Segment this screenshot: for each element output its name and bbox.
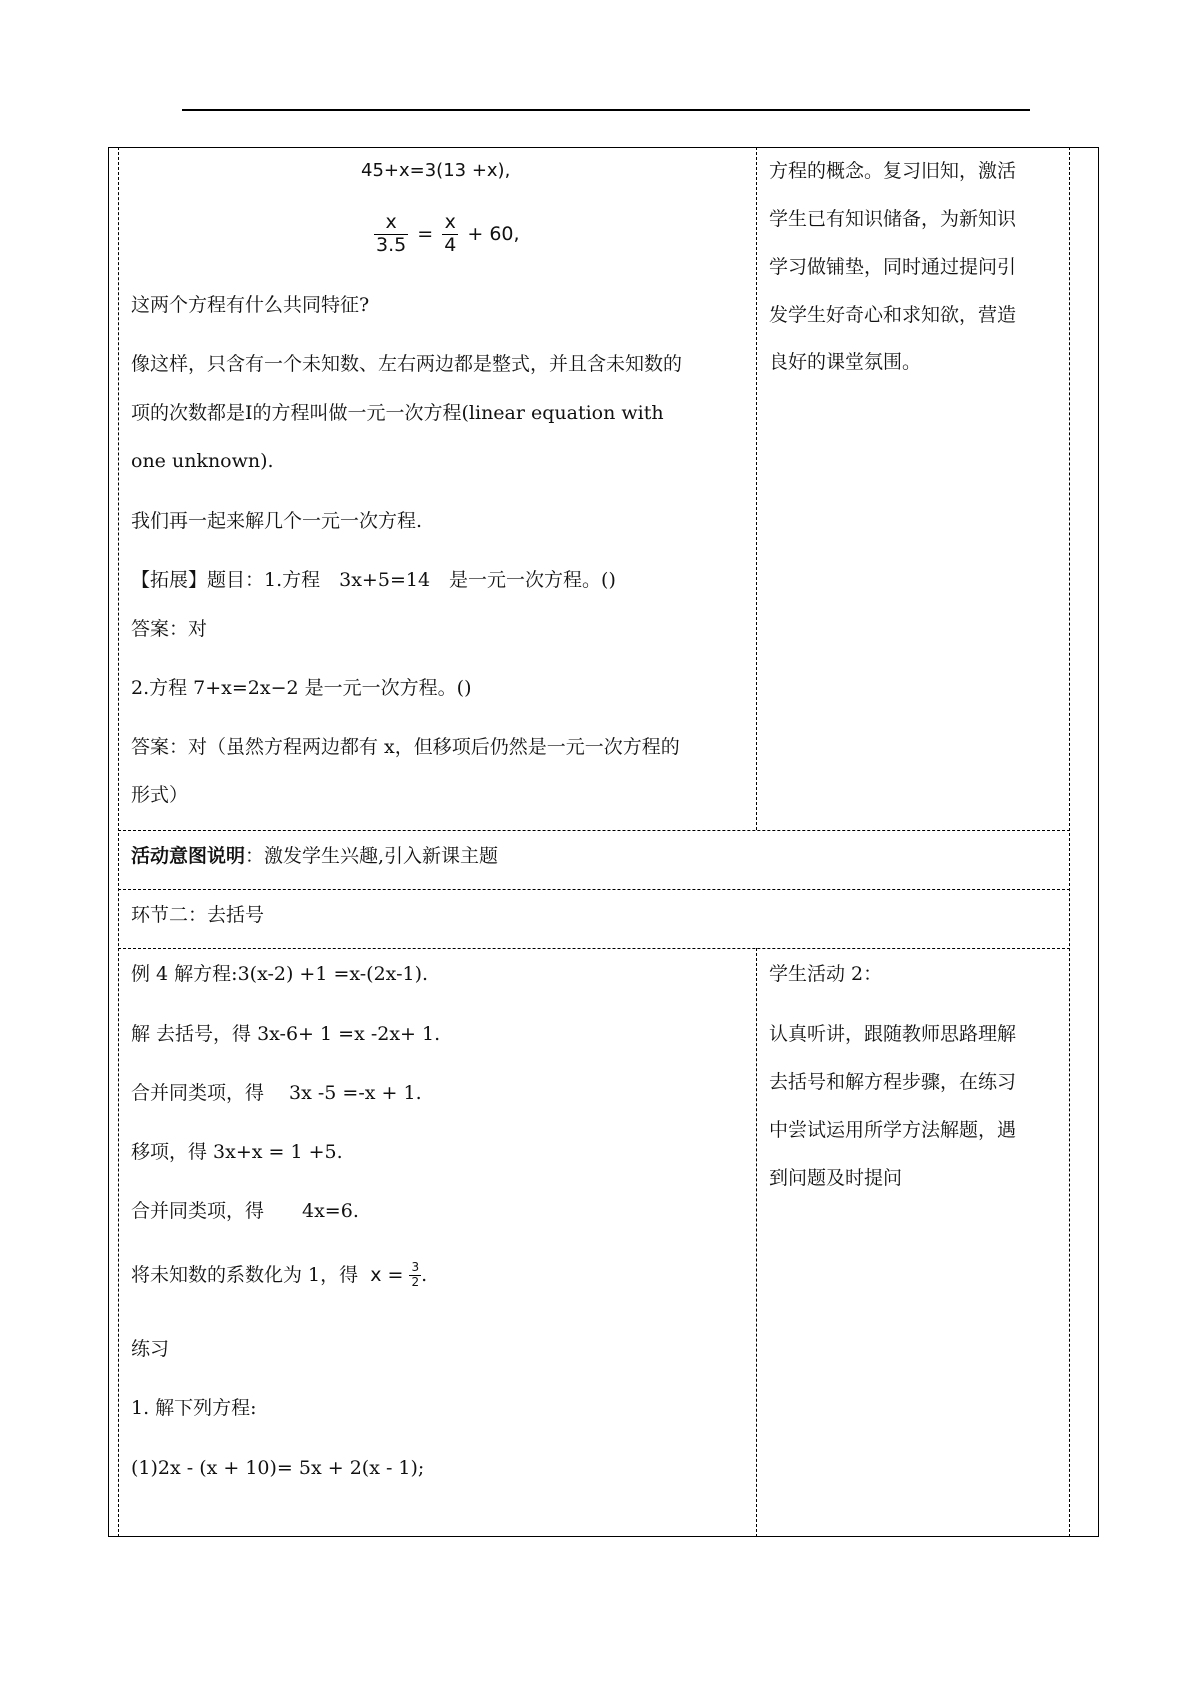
- section1-line-4: one unknown).: [131, 450, 274, 472]
- student-activity-line-3: 中尝试运用所学方法解题，遇: [769, 1119, 1017, 1141]
- column-divider-1: [756, 147, 757, 830]
- section1-line-3: 项的次数都是Ⅰ的方程叫做一元一次方程(linear equation with: [131, 402, 664, 424]
- coefficient-fraction: [409, 1261, 421, 1290]
- section1-note-1: 方程的概念。复习旧知，激活: [769, 160, 1017, 182]
- fraction-lhs-denominator: 3.5: [376, 233, 407, 256]
- practice-equation: (1)2x - (x + 10)= 5x + 2(x - 1);: [131, 1457, 425, 1479]
- fraction-lhs: [374, 212, 408, 257]
- example-line-5: 合并同类项，得 4x=6.: [131, 1200, 359, 1222]
- practice-title: 练习: [131, 1338, 170, 1360]
- section1-line-8: 2.方程 7+x=2x−2 是一元一次方程。(): [131, 677, 472, 699]
- equation-2: [374, 212, 523, 257]
- section1-note-3: 学习做铺垫，同时通过提问引: [769, 256, 1017, 278]
- coefficient-denominator: 2: [411, 1274, 420, 1289]
- section1-line-10: 形式）: [131, 784, 189, 806]
- example-line-4: 移项，得 3x+x = 1 +5.: [131, 1141, 343, 1163]
- coefficient-var: x =: [370, 1263, 404, 1286]
- intent-text: ：激发学生兴趣,引入新课主题: [245, 845, 499, 867]
- student-activity-line-2: 去括号和解方程步骤，在练习: [769, 1071, 1017, 1093]
- intent-row: [131, 847, 498, 866]
- student-activity-title: 学生活动 2：: [769, 963, 883, 985]
- section1-note-5: 良好的课堂氛围。: [769, 351, 922, 373]
- student-activity-line-1: 认真听讲，跟随教师思路理解: [769, 1023, 1017, 1045]
- row-divider-intent: [118, 830, 1070, 831]
- section1-line-2: 像这样，只含有一个未知数、左右两边都是整式，并且含未知数的: [131, 353, 683, 375]
- equation-1: 45+x=3(13 +x),: [361, 160, 511, 181]
- coefficient-line: [131, 1261, 427, 1290]
- example-line-3: 合并同类项，得 3x -5 =-x + 1.: [131, 1082, 422, 1104]
- section1-note-4: 发学生好奇心和求知欲，营造: [769, 304, 1017, 326]
- section1-line-9: 答案：对（虽然方程两边都有 x，但移项后仍然是一元一次方程的: [131, 736, 680, 758]
- section1-line-5: 我们再一起来解几个一元一次方程.: [131, 510, 423, 532]
- equation-2-rest: + 60,: [467, 223, 520, 246]
- section1-note-2: 学生已有知识储备，为新知识: [769, 208, 1017, 230]
- fraction-rhs-denominator: 4: [444, 233, 457, 256]
- example-line-2: 解 去括号，得 3x-6+ 1 =x -2x+ 1.: [131, 1023, 441, 1045]
- fraction-lhs-numerator: x: [374, 212, 408, 235]
- section1-line-6: 【拓展】题目：1.方程 3x+5=14 是一元一次方程。(): [131, 569, 616, 591]
- section1-line-1: 这两个方程有什么共同特征?: [131, 294, 370, 316]
- row-divider-example: [118, 948, 1070, 949]
- practice-question: 1. 解下列方程:: [131, 1397, 257, 1419]
- equals-sign: =: [417, 223, 434, 246]
- row-divider-stage2: [118, 889, 1070, 890]
- fraction-rhs: [442, 212, 458, 257]
- coefficient-numerator: 3: [411, 1260, 420, 1274]
- intent-label: 活动意图说明: [131, 845, 246, 867]
- example-line-1: 例 4 解方程:3(x-2) +1 =x-(2x-1).: [131, 963, 429, 985]
- header-rule: [182, 109, 1030, 111]
- student-activity-line-4: 到问题及时提问: [769, 1167, 903, 1189]
- fraction-rhs-numerator: x: [442, 212, 458, 235]
- column-divider-2: [756, 948, 757, 1537]
- section1-line-7: 答案：对: [131, 618, 208, 640]
- coefficient-end: .: [421, 1263, 428, 1286]
- stage2-title: 环节二：去括号: [131, 904, 265, 926]
- coefficient-prefix: 将未知数的系数化为 1，得: [131, 1263, 359, 1286]
